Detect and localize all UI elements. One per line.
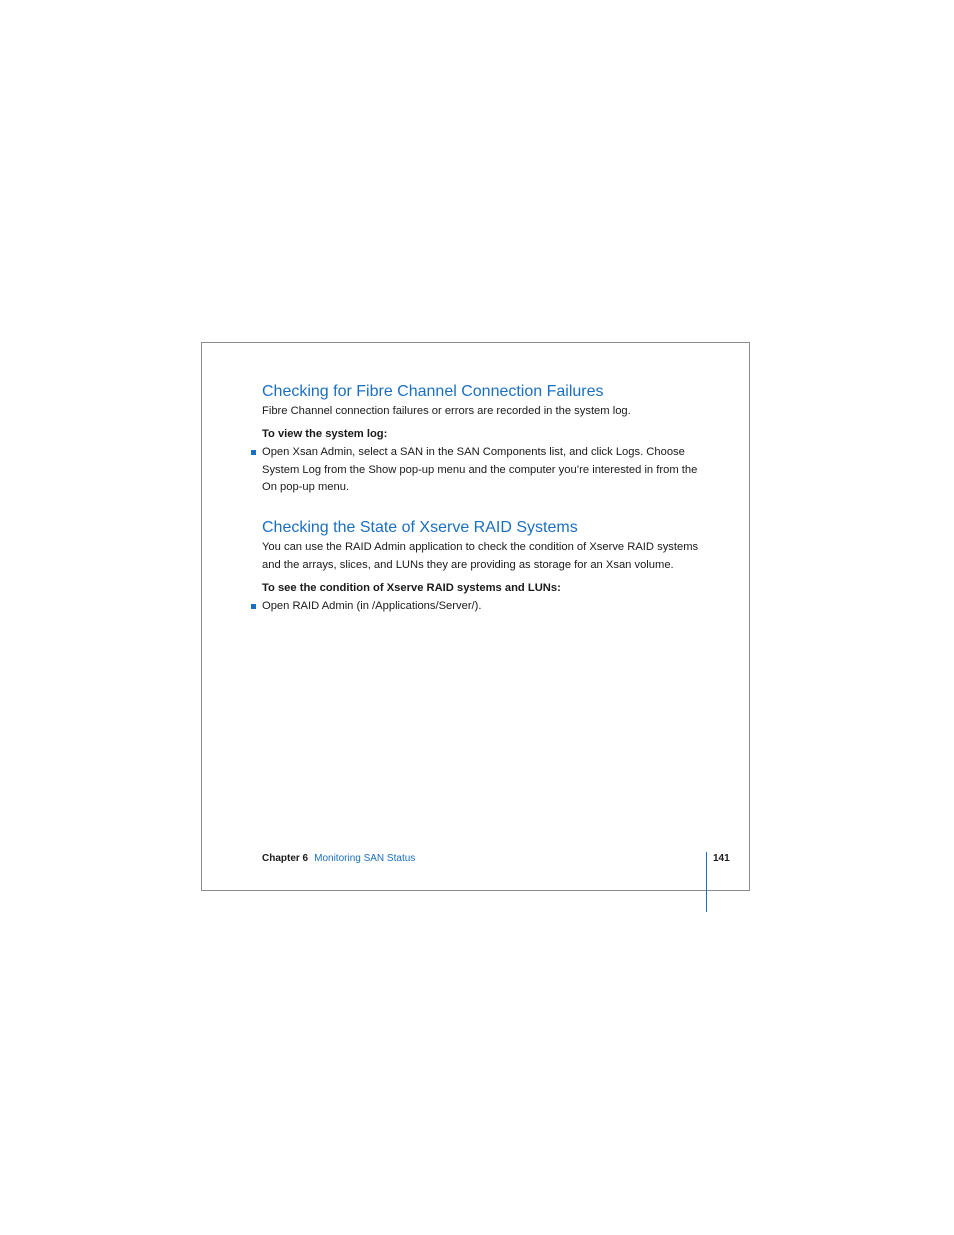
procedure-label-raid-condition: To see the condition of Xserve RAID systems and LUNs: bbox=[262, 582, 561, 594]
section-heading-xserve-raid: Checking the State of Xserve RAID Systems bbox=[262, 519, 578, 536]
list-item bbox=[262, 444, 712, 497]
page-number: 141 bbox=[713, 853, 730, 864]
chapter-label: Chapter 6 bbox=[262, 853, 309, 864]
page-frame bbox=[201, 342, 750, 891]
section-body-fibre-channel: Fibre Channel connection failures or errors are recorded in the system log. bbox=[262, 405, 631, 417]
square-bullet-icon bbox=[251, 604, 256, 609]
list-item-text: Open Xsan Admin, select a SAN in the SAN Components list, and click Logs. Choose System Log from the Show pop-up menu and the computer you’re interested in from the On pop-up menu. bbox=[262, 446, 698, 493]
list-item-text: Open RAID Admin (in /Applications/Server/). bbox=[262, 600, 482, 612]
list-item bbox=[262, 598, 712, 616]
footer-chapter bbox=[262, 853, 415, 864]
chapter-title: Monitoring SAN Status bbox=[314, 853, 416, 864]
square-bullet-icon bbox=[251, 450, 256, 455]
section-body-xserve-raid: You can use the RAID Admin application to check the condition of Xserve RAID systems and the arrays, slices, and LUNs they are providing as storage for an Xsan volume. bbox=[262, 541, 699, 571]
section-heading-fibre-channel: Checking for Fibre Channel Connection Failures bbox=[262, 383, 604, 400]
procedure-label-system-log: To view the system log: bbox=[262, 428, 388, 440]
footer-divider bbox=[706, 852, 707, 912]
